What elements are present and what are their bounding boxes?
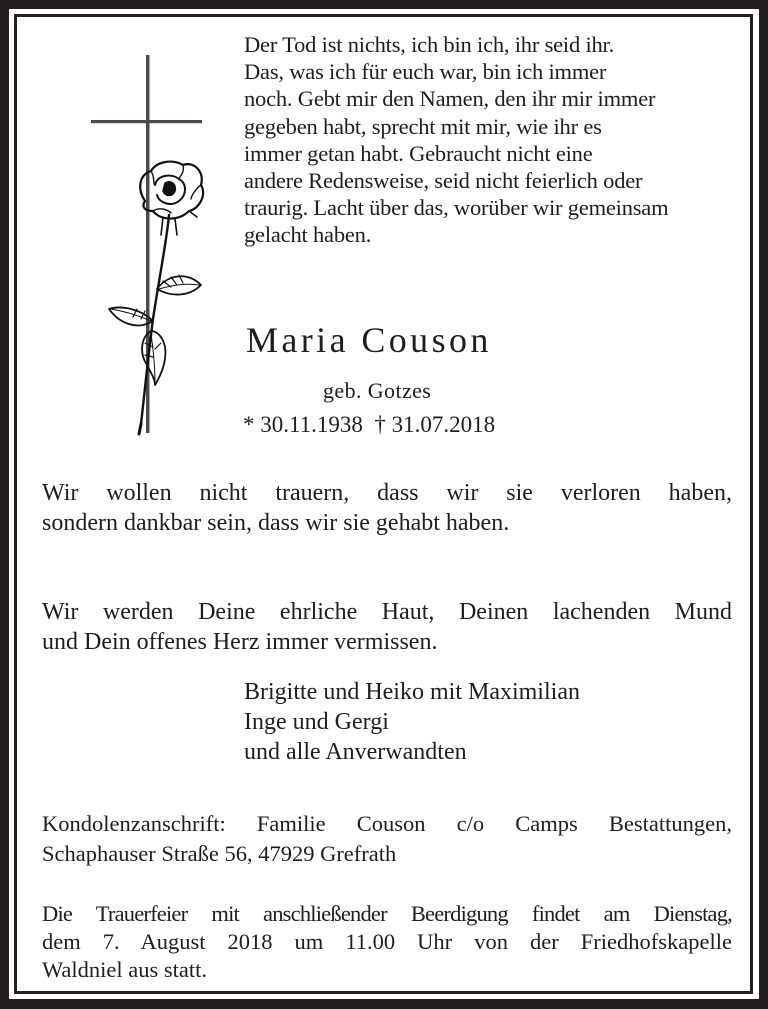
birth-date: 30.11.1938: [260, 412, 363, 437]
address-line: Schaphauser Straße 56, 47929 Grefrath: [42, 841, 397, 866]
mourners-list: [244, 677, 580, 767]
deceased-name: Maria Couson: [246, 320, 492, 360]
condolence-address: [42, 809, 732, 869]
poem-line: gelacht haben.: [244, 222, 372, 248]
service-details: [42, 900, 732, 984]
quote-line: Wir wollen nicht trauern, dass wir sie verloren haben,: [42, 480, 732, 506]
service-line: Waldniel aus statt.: [42, 957, 208, 982]
service-line: Die Trauerfeier mit anschließender Beerdigung findet am Dienstag,: [42, 901, 732, 926]
death-date: 31.07.2018: [391, 412, 496, 437]
quote-line: sondern dankbar sein, dass wir sie gehabt haben.: [42, 510, 510, 536]
poem-line: immer getan habt. Gebraucht nicht eine: [244, 140, 593, 166]
cross-and-rose-illustration: [75, 39, 215, 439]
mourner-line: Inge und Gergi: [244, 709, 389, 735]
death-cross-icon: †: [374, 412, 386, 437]
remembrance-paragraph: [42, 597, 732, 657]
life-dates: [243, 412, 495, 438]
remembrance-line: Wir werden Deine ehrliche Haut, Deinen lachenden Mund: [42, 599, 732, 625]
poem-line: traurig. Lacht über das, worüber wir gemeinsam: [244, 195, 669, 221]
poem-line: Das, was ich für euch war, bin ich immer: [244, 59, 607, 85]
poem-line: andere Redensweise, seid nicht feierlich oder: [244, 168, 643, 194]
notice-body: [14, 14, 753, 994]
poem-line: Der Tod ist nichts, ich bin ich, ihr seid ihr.: [244, 32, 615, 57]
poem-text: [244, 31, 744, 249]
remembrance-line: und Dein offenes Herz immer vermissen.: [42, 629, 438, 655]
mourner-line: Brigitte und Heiko mit Maximilian: [244, 679, 580, 705]
service-line: dem 7. August 2018 um 11.00 Uhr von der Friedhofskapelle: [42, 929, 732, 954]
poem-line: noch. Gebt mir den Namen, den ihr mir immer: [244, 86, 656, 112]
birth-symbol-icon: *: [243, 412, 255, 437]
poem-line: gegeben habt, sprecht mit mir, wie ihr es: [244, 113, 602, 139]
quote-paragraph: [42, 478, 732, 538]
rose-icon: [109, 162, 203, 434]
mourner-line: und alle Anverwandten: [244, 739, 467, 765]
address-line: Kondolenzanschrift: Familie Couson c/o Camps Bestattungen,: [42, 811, 732, 836]
maiden-name: geb. Gotzes: [323, 378, 432, 403]
